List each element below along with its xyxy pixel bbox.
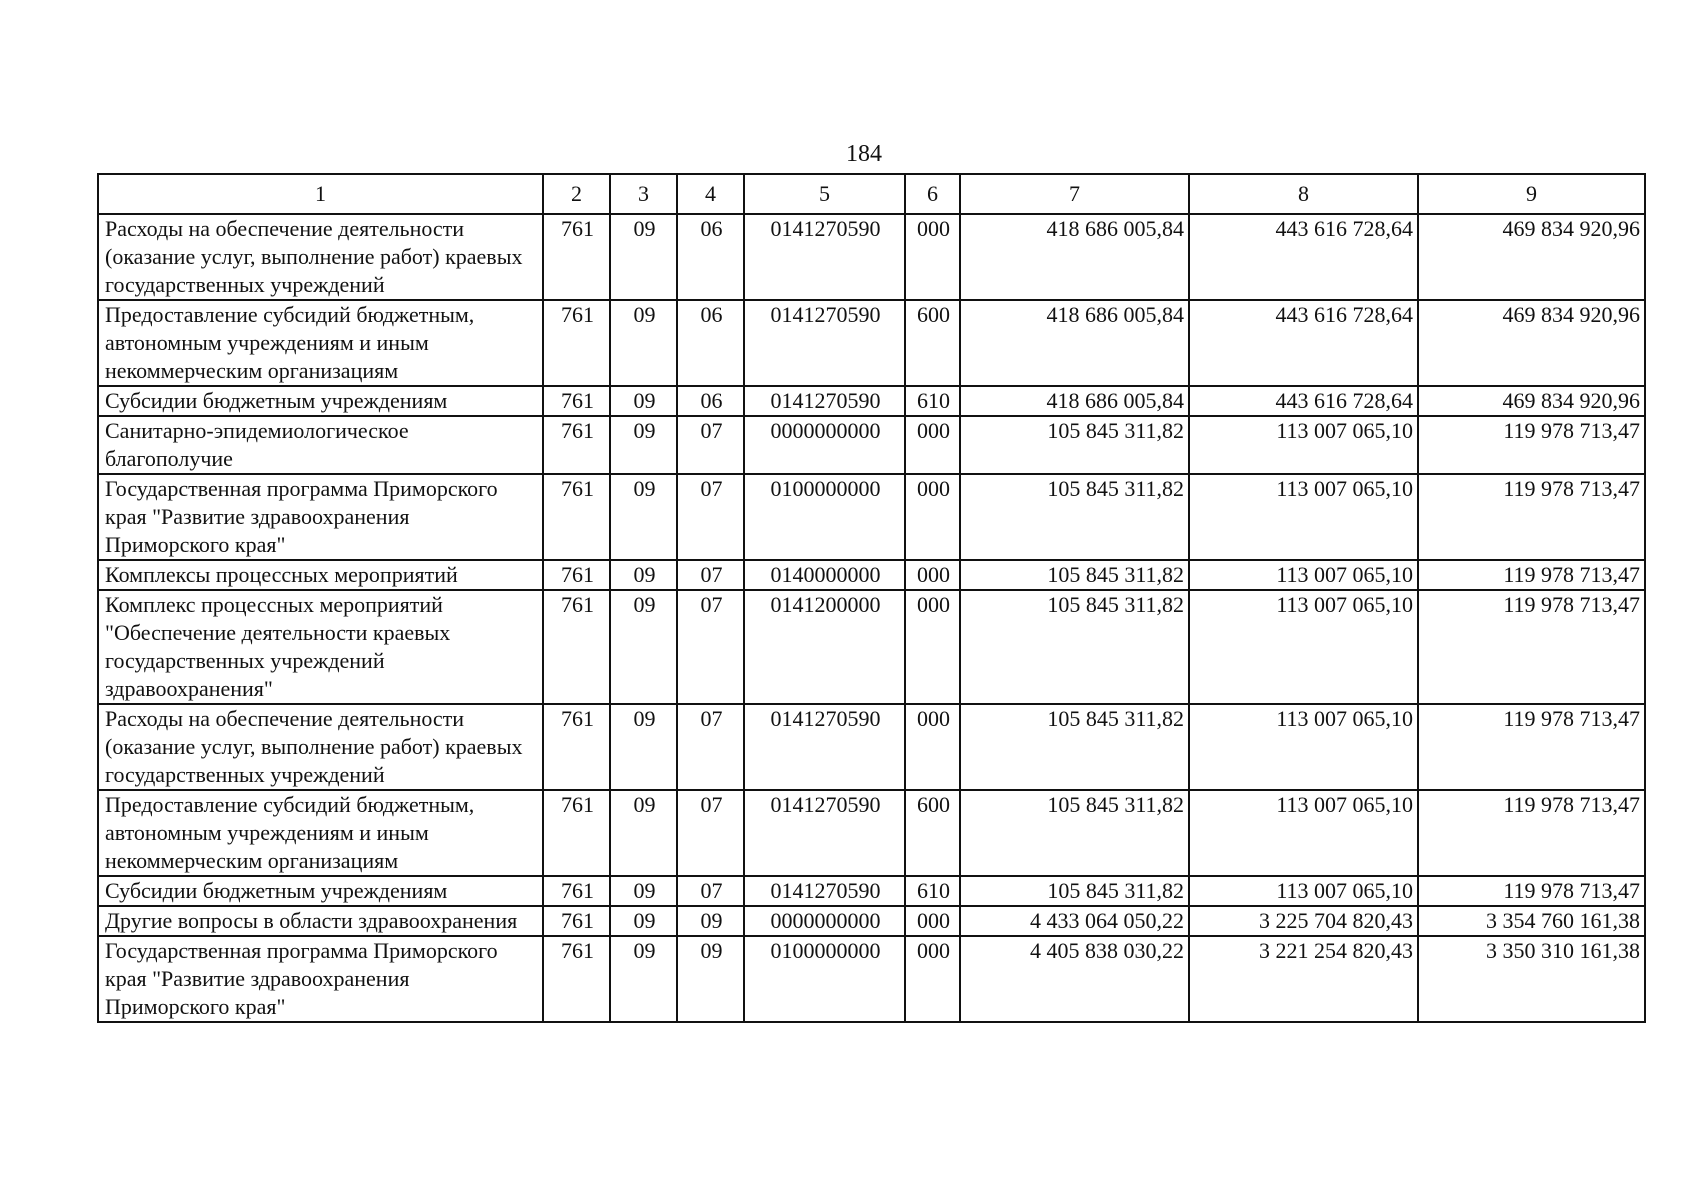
row-amount-9: 119 978 713,47 [1418,474,1645,560]
column-header: 7 [960,174,1189,214]
row-amount-8: 113 007 065,10 [1189,590,1418,704]
row-amount-9: 119 978 713,47 [1418,790,1645,876]
row-code-6: 000 [905,906,960,936]
row-code-6: 610 [905,876,960,906]
column-header: 8 [1189,174,1418,214]
row-code-5: 0000000000 [744,906,905,936]
row-code-6: 600 [905,790,960,876]
column-header: 4 [677,174,744,214]
table-row [98,416,1645,474]
row-code-3: 09 [610,560,677,590]
row-code-6: 000 [905,214,960,300]
row-code-4: 07 [677,790,744,876]
row-name: Комплекс процессных мероприятий "Обеспечение деятельности краевых государственных учреждений здравоохранения" [98,590,543,704]
row-name: Комплексы процессных мероприятий [98,560,543,590]
table-row [98,214,1645,300]
row-code-3: 09 [610,474,677,560]
row-code-2: 761 [543,936,610,1022]
row-amount-9: 469 834 920,96 [1418,214,1645,300]
table-body [98,214,1645,1022]
row-code-2: 761 [543,386,610,416]
row-amount-7: 105 845 311,82 [960,590,1189,704]
row-name: Предоставление субсидий бюджетным, автономным учреждениям и иным некоммерческим организациям [98,300,543,386]
row-code-6: 000 [905,704,960,790]
row-code-5: 0141270590 [744,876,905,906]
row-amount-9: 119 978 713,47 [1418,590,1645,704]
budget-table [97,173,1646,1023]
row-code-6: 610 [905,386,960,416]
row-amount-8: 113 007 065,10 [1189,704,1418,790]
row-amount-9: 119 978 713,47 [1418,416,1645,474]
row-code-2: 761 [543,300,610,386]
row-amount-7: 105 845 311,82 [960,474,1189,560]
table-row [98,876,1645,906]
row-code-6: 000 [905,474,960,560]
row-name: Субсидии бюджетным учреждениям [98,386,543,416]
row-name: Санитарно-эпидемиологическое благополучие [98,416,543,474]
row-amount-7: 105 845 311,82 [960,790,1189,876]
row-code-6: 600 [905,300,960,386]
row-code-3: 09 [610,386,677,416]
row-code-4: 07 [677,416,744,474]
row-code-3: 09 [610,936,677,1022]
row-code-3: 09 [610,790,677,876]
row-amount-7: 418 686 005,84 [960,386,1189,416]
row-amount-8: 113 007 065,10 [1189,416,1418,474]
row-amount-8: 113 007 065,10 [1189,876,1418,906]
row-code-4: 06 [677,386,744,416]
row-amount-8: 113 007 065,10 [1189,790,1418,876]
table-row [98,560,1645,590]
row-code-2: 761 [543,474,610,560]
row-code-6: 000 [905,416,960,474]
row-code-5: 0141270590 [744,214,905,300]
row-name: Расходы на обеспечение деятельности (оказание услуг, выполнение работ) краевых государственных учреждений [98,704,543,790]
row-code-5: 0140000000 [744,560,905,590]
row-amount-9: 3 350 310 161,38 [1418,936,1645,1022]
row-code-5: 0141270590 [744,300,905,386]
table-row [98,590,1645,704]
row-code-5: 0141270590 [744,790,905,876]
row-amount-8: 3 225 704 820,43 [1189,906,1418,936]
header-row [98,174,1645,214]
row-name: Субсидии бюджетным учреждениям [98,876,543,906]
row-code-2: 761 [543,704,610,790]
row-code-2: 761 [543,906,610,936]
row-amount-8: 3 221 254 820,43 [1189,936,1418,1022]
row-amount-9: 119 978 713,47 [1418,876,1645,906]
row-code-2: 761 [543,416,610,474]
row-amount-8: 443 616 728,64 [1189,386,1418,416]
row-code-4: 06 [677,300,744,386]
row-code-2: 761 [543,560,610,590]
row-code-6: 000 [905,590,960,704]
row-code-2: 761 [543,876,610,906]
row-code-6: 000 [905,560,960,590]
row-code-2: 761 [543,214,610,300]
row-code-4: 07 [677,876,744,906]
column-header: 3 [610,174,677,214]
row-amount-7: 105 845 311,82 [960,876,1189,906]
row-code-2: 761 [543,790,610,876]
row-code-4: 06 [677,214,744,300]
row-code-4: 07 [677,704,744,790]
row-amount-9: 119 978 713,47 [1418,704,1645,790]
row-amount-8: 113 007 065,10 [1189,474,1418,560]
row-code-3: 09 [610,906,677,936]
row-code-5: 0141270590 [744,704,905,790]
column-header: 6 [905,174,960,214]
row-name: Государственная программа Приморского края "Развитие здравоохранения Приморского края" [98,936,543,1022]
row-code-3: 09 [610,300,677,386]
row-code-4: 07 [677,560,744,590]
row-code-4: 07 [677,474,744,560]
row-code-4: 09 [677,936,744,1022]
row-code-5: 0100000000 [744,936,905,1022]
row-amount-7: 4 433 064 050,22 [960,906,1189,936]
row-amount-9: 469 834 920,96 [1418,386,1645,416]
column-header: 5 [744,174,905,214]
row-code-5: 0141270590 [744,386,905,416]
row-code-3: 09 [610,876,677,906]
row-amount-9: 469 834 920,96 [1418,300,1645,386]
row-amount-8: 443 616 728,64 [1189,214,1418,300]
row-amount-7: 4 405 838 030,22 [960,936,1189,1022]
row-code-4: 07 [677,590,744,704]
row-amount-7: 105 845 311,82 [960,560,1189,590]
row-amount-9: 3 354 760 161,38 [1418,906,1645,936]
row-code-2: 761 [543,590,610,704]
column-header: 9 [1418,174,1645,214]
row-amount-8: 443 616 728,64 [1189,300,1418,386]
row-code-3: 09 [610,704,677,790]
table-row [98,906,1645,936]
row-code-3: 09 [610,416,677,474]
row-name: Расходы на обеспечение деятельности (оказание услуг, выполнение работ) краевых государственных учреждений [98,214,543,300]
row-amount-7: 418 686 005,84 [960,300,1189,386]
row-name: Предоставление субсидий бюджетным, автономным учреждениям и иным некоммерческим организациям [98,790,543,876]
row-code-3: 09 [610,590,677,704]
row-amount-8: 113 007 065,10 [1189,560,1418,590]
row-code-5: 0000000000 [744,416,905,474]
page-number: 184 [846,141,882,167]
column-header: 2 [543,174,610,214]
table-row [98,386,1645,416]
row-amount-7: 418 686 005,84 [960,214,1189,300]
row-code-4: 09 [677,906,744,936]
row-name: Другие вопросы в области здравоохранения [98,906,543,936]
table-row [98,474,1645,560]
row-code-5: 0100000000 [744,474,905,560]
row-code-3: 09 [610,214,677,300]
row-name: Государственная программа Приморского края "Развитие здравоохранения Приморского края" [98,474,543,560]
table-row [98,790,1645,876]
row-code-6: 000 [905,936,960,1022]
table-row [98,704,1645,790]
row-amount-9: 119 978 713,47 [1418,560,1645,590]
table-row [98,936,1645,1022]
table-row [98,300,1645,386]
row-amount-7: 105 845 311,82 [960,416,1189,474]
row-code-5: 0141200000 [744,590,905,704]
row-amount-7: 105 845 311,82 [960,704,1189,790]
column-header: 1 [98,174,543,214]
